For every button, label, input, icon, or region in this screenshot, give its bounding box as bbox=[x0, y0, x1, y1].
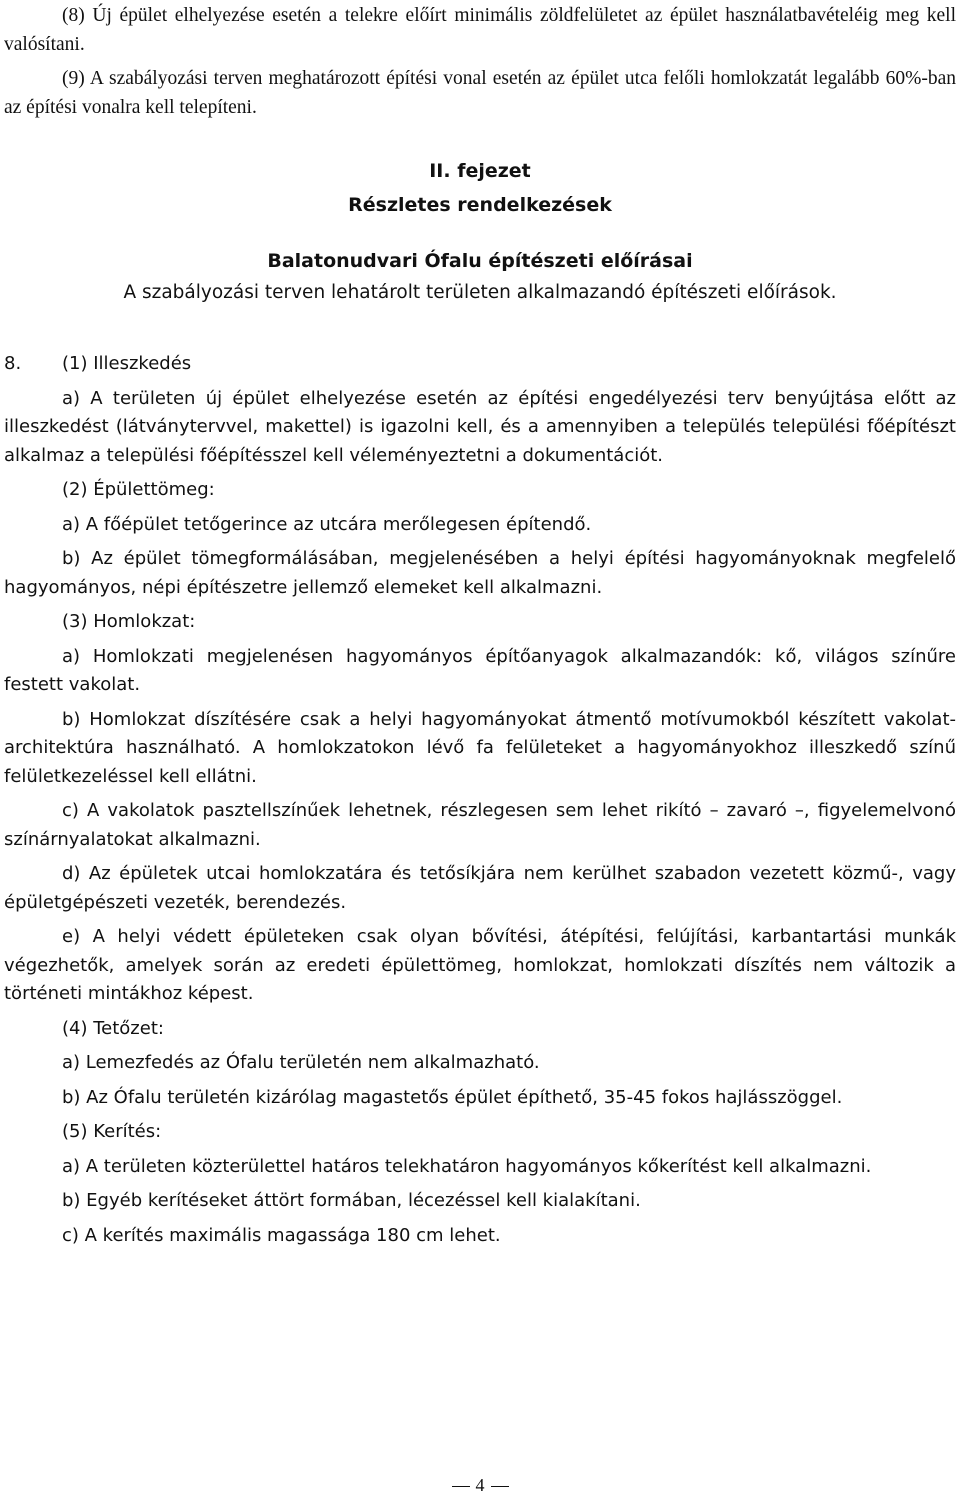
kerites-b: b) Egyéb kerítéseket áttört formában, lécezéssel kell kialakítani. bbox=[62, 1190, 641, 1211]
dash-right-icon bbox=[491, 1486, 509, 1487]
article-number: 8. bbox=[4, 353, 22, 374]
paragraph-8: (8) Új épület elhelyezése esetén a telekre előírt minimális zöldfelületet az épület használatbavételéig meg kell valósítani. bbox=[4, 5, 956, 55]
section-heading bbox=[4, 246, 956, 308]
kerites-a: a) A területen közterülettel határos telekhatáron hagyományos kőkerítést kell alkalmazni. bbox=[62, 1155, 872, 1177]
tetozet-heading: (4) Tetőzet: bbox=[62, 1017, 164, 1039]
epulettomeg-heading: (2) Épülettömeg: bbox=[62, 479, 215, 500]
tetozet-a: a) Lemezfedés az Ófalu területén nem alkalmazható. bbox=[62, 1052, 540, 1073]
kerites-c: c) A kerítés maximális magassága 180 cm lehet. bbox=[62, 1224, 501, 1246]
epulettomeg-a: a) A főépület tetőgerince az utcára merőlegesen építendő. bbox=[62, 513, 592, 535]
article-8 bbox=[4, 350, 956, 1250]
kerites-heading: (5) Kerítés: bbox=[62, 1121, 162, 1142]
chapter-number: II. fejezet bbox=[429, 160, 531, 182]
page-number bbox=[0, 1474, 960, 1496]
homlokzat-c: c) A vakolatok pasztellszínűek lehetnek, részlegesen sem lehet rikító – zavaró –, figyelemelvonó színárnyalatokat alkalmazni. bbox=[4, 800, 956, 850]
homlokzat-e: e) A helyi védett épületeken csak olyan bővítési, átépítési, felújítási, karbantartási munkák végezhetők, amelyek során az eredeti épülettömeg, homlokzat, homlokzati díszítés nem változik a történeti mintákhoz képest. bbox=[4, 926, 956, 1004]
chapter-title: Részletes rendelkezések bbox=[348, 194, 612, 216]
illeszkedes-a: a) A területen új épület elhelyezése esetén az építési engedélyezési terv benyújtása előtt az illeszkedést (látványtervvel, makettel) is igazolni kell, és a amennyiben a település települési főépítészt alkalmaz a települési főépítésszel kell véleményeztetni a dokumentációt. bbox=[4, 387, 956, 466]
article-heading bbox=[4, 350, 956, 379]
section-subtitle: A szabályozási terven lehatárolt területen alkalmazandó építészeti előírások. bbox=[123, 282, 837, 303]
tetozet-b: b) Az Ófalu területén kizárólag magastetős épület építhető, 35-45 fokos hajlásszöggel. bbox=[62, 1086, 843, 1108]
homlokzat-a: a) Homlokzati megjelenésen hagyományos építőanyagok alkalmazandók: kő, világos színűre festett vakolat. bbox=[4, 645, 956, 695]
paragraph-9: (9) A szabályozási terven meghatározott építési vonal esetén az épület utca felőli homlokzatát legalább 60%-ban az építési vonalra kell telepíteni. bbox=[4, 68, 956, 118]
homlokzat-heading: (3) Homlokzat: bbox=[62, 611, 196, 632]
homlokzat-b: b) Homlokzat díszítésére csak a helyi hagyományokat átmentő motívumokból készített vakolat-architektúra használható. A homlokzatokon lévő fa felületeket a hagyományokhoz illeszkedő színű felületkezeléssel kell ellátni. bbox=[4, 708, 956, 787]
homlokzat-d: d) Az épületek utcai homlokzatára és tetősíkjára nem kerülhet szabadon vezetett közmű-, vagy épületgépészeti vezeték, berendezés. bbox=[4, 863, 956, 913]
epulettomeg-b: b) Az épület tömegformálásában, megjelenésében a helyi építési hagyományoknak megfelelő hagyományos, népi építészetre jellemző elemeket kell alkalmazni. bbox=[4, 548, 956, 598]
page-number-value: 4 bbox=[475, 1475, 485, 1495]
section-title: Balatonudvari Ófalu építészeti előírásai bbox=[267, 250, 693, 272]
illeszkedes-heading: (1) Illeszkedés bbox=[62, 353, 192, 374]
dash-left-icon bbox=[452, 1486, 470, 1487]
chapter-heading bbox=[4, 156, 956, 220]
